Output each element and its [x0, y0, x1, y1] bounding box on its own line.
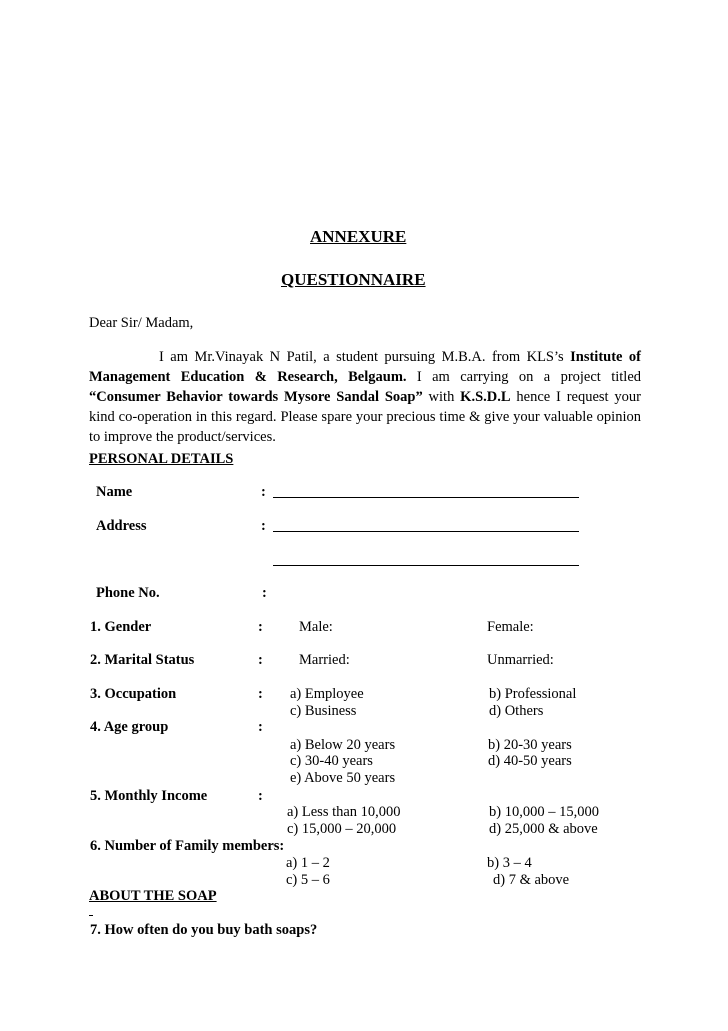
question-7: 7. How often do you buy bath soaps? — [90, 922, 318, 938]
occupation-colon: : — [258, 686, 263, 702]
phone-colon: : — [262, 585, 267, 601]
family-option-c[interactable]: c) 5 – 6 — [286, 872, 330, 888]
age-label: 4. Age group — [90, 719, 169, 735]
marital-label: 2. Marital Status — [90, 652, 195, 668]
annexure-heading: ANNEXURE — [310, 227, 407, 246]
institute-name: Institute of Management Education & Research, Belgaum. — [89, 349, 641, 385]
age-option-e[interactable]: e) Above 50 years — [290, 770, 396, 786]
income-label: 5. Monthly Income — [90, 788, 208, 804]
income-option-d[interactable]: d) 25,000 & above — [489, 821, 598, 837]
income-option-c[interactable]: c) 15,000 – 20,000 — [287, 821, 397, 837]
gender-label: 1. Gender — [90, 619, 152, 635]
occupation-label: 3. Occupation — [90, 686, 177, 702]
family-option-b[interactable]: b) 3 – 4 — [487, 855, 532, 871]
project-title: “Consumer Behavior towards Mysore Sandal Soap” — [89, 389, 423, 405]
family-option-a[interactable]: a) 1 – 2 — [286, 855, 330, 871]
age-option-c[interactable]: c) 30-40 years — [290, 753, 373, 769]
phone-label: Phone No. — [96, 585, 160, 601]
salutation: Dear Sir/ Madam, — [89, 315, 194, 331]
gender-option-male[interactable]: Male: — [299, 619, 333, 635]
gender-colon: : — [258, 619, 263, 635]
age-option-a[interactable]: a) Below 20 years — [290, 737, 396, 753]
age-option-b[interactable]: b) 20-30 years — [488, 737, 572, 753]
address-label: Address — [96, 518, 147, 534]
name-field[interactable] — [273, 497, 579, 498]
address-field-line-1[interactable] — [273, 531, 579, 532]
intro-text-4: hence I request your kind co-operation in this regard. Please spare your precious time & give your valuable opinion to improve the product/services. — [89, 389, 641, 445]
marital-option-unmarried[interactable]: Unmarried: — [487, 652, 554, 668]
gender-option-female[interactable]: Female: — [487, 619, 534, 635]
personal-details-heading: PERSONAL DETAILS — [89, 451, 234, 467]
name-label: Name — [96, 484, 133, 500]
family-option-d[interactable]: d) 7 & above — [493, 872, 570, 888]
income-option-b[interactable]: b) 10,000 – 15,000 — [489, 804, 599, 820]
name-colon: : — [261, 484, 266, 500]
marital-option-married[interactable]: Married: — [299, 652, 350, 668]
occupation-option-a[interactable]: a) Employee — [290, 686, 364, 702]
intro-text-2: I am carrying on a project titled — [406, 369, 641, 385]
questionnaire-heading: QUESTIONNAIRE — [281, 270, 426, 289]
stray-mark — [89, 915, 93, 916]
occupation-option-c[interactable]: c) Business — [290, 703, 357, 719]
income-colon: : — [258, 788, 263, 804]
occupation-option-d[interactable]: d) Others — [489, 703, 544, 719]
address-field-line-2[interactable] — [273, 565, 579, 566]
address-colon: : — [261, 518, 266, 534]
about-soap-heading: ABOUT THE SOAP — [89, 888, 217, 904]
company-name: K.S.D.L — [460, 389, 511, 405]
family-label: 6. Number of Family members: — [90, 838, 285, 854]
marital-colon: : — [258, 652, 263, 668]
income-option-a[interactable]: a) Less than 10,000 — [287, 804, 401, 820]
intro-text-1: I am Mr.Vinayak N Patil, a student pursuing M.B.A. from KLS’s — [159, 349, 571, 365]
age-colon: : — [258, 719, 263, 735]
intro-text-3: with — [422, 389, 461, 405]
occupation-option-b[interactable]: b) Professional — [489, 686, 577, 702]
intro-paragraph — [89, 347, 641, 447]
age-option-d[interactable]: d) 40-50 years — [488, 753, 572, 769]
